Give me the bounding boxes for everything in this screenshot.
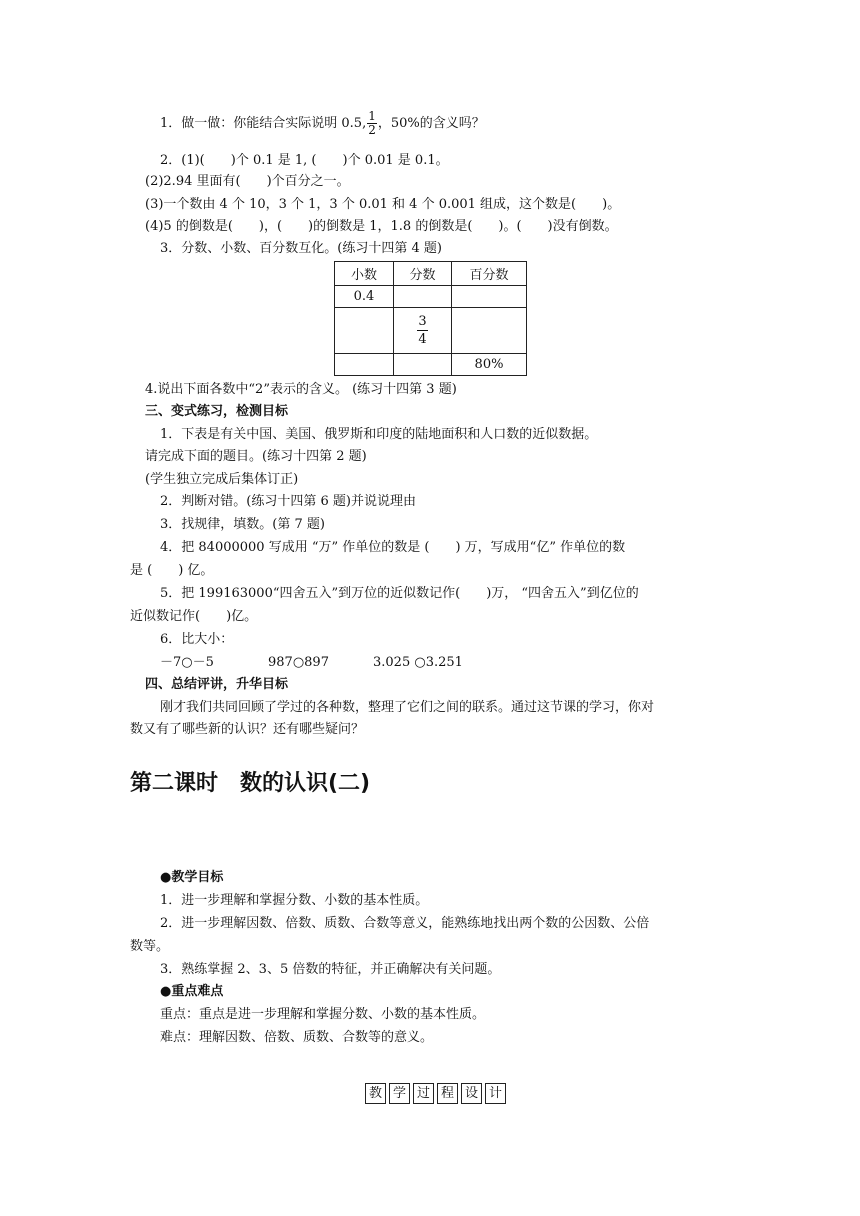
cell-empty (394, 286, 452, 308)
design-box: 学 (389, 1083, 410, 1104)
frac-numerator: 3 (418, 314, 427, 329)
ex2-line: 2．判断对错。(练习十四第 6 题)并说说理由 (160, 494, 416, 509)
summary-line2: 数又有了哪些新的认识？还有哪些疑问？ (130, 722, 365, 737)
frac-denominator: 4 (418, 332, 427, 347)
design-box: 设 (461, 1083, 482, 1104)
difficult-point: 难点：理解因数、倍数、质数、合数等的意义。 (160, 1030, 434, 1045)
table-row (335, 308, 527, 354)
fraction-three-quarters (417, 313, 427, 348)
key-point: 重点：重点是进一步理解和掌握分数、小数的基本性质。 (160, 1007, 486, 1022)
key-points-heading: ●重点难点 (160, 984, 224, 999)
ex4-line2: 是 ( ) 亿。 (130, 563, 214, 578)
goal-3: 3．熟练掌握 2、3、5 倍数的特征，并正确解决有关问题。 (160, 962, 501, 977)
ex1-line2: 请完成下面的题目。(练习十四第 2 题) (145, 449, 367, 464)
design-box: 过 (413, 1083, 434, 1104)
design-box: 程 (437, 1083, 458, 1104)
frac-numerator: 1 (368, 109, 376, 123)
goal-2-cont: 数等。 (130, 939, 170, 954)
q1-text: 1．做一做：你能结合实际说明 0.5, (160, 116, 367, 131)
header-decimal: 小数 (335, 262, 394, 286)
conversion-table (334, 261, 527, 376)
summary-line: 刚才我们共同回顾了学过的各种数，整理了它们之间的联系。通过这节课的学习，你对 (160, 700, 655, 715)
goal-1: 1．进一步理解和掌握分数、小数的基本性质。 (160, 893, 429, 908)
table-header-row (335, 262, 527, 286)
ex5-line2: 近似数记作( )亿。 (130, 609, 258, 624)
table-row (335, 354, 527, 376)
teaching-design-boxes (365, 1083, 506, 1104)
ex5-line: 5．把 199163000“四舍五入”到万位的近似数记作( )万， “四舍五入”到亿位的 (160, 586, 639, 601)
goals-heading: ●教学目标 (160, 870, 224, 885)
q4-line: 4.说出下面各数中“2”表示的含义。 (练习十四第 3 题) (145, 382, 457, 397)
ex4-line: 4．把 84000000 写成用 “万” 作单位的数是 ( ) 万，写成用“亿” 作单位的数 (160, 540, 626, 555)
q1-line (160, 110, 485, 137)
section-heading-4: 四、总结评讲，升华目标 (145, 677, 289, 692)
cell-empty (452, 308, 527, 354)
design-box: 计 (485, 1083, 506, 1104)
compare-2: 987○897 (268, 655, 329, 670)
q2-3-line: (3)一个数由 4 个 10，3 个 1，3 个 0.01 和 4 个 0.001 组成，这个数是( )。 (145, 197, 621, 212)
ex6-line: 6．比大小： (160, 632, 234, 647)
q3-line: 3．分数、小数、百分数互化。(练习十四第 4 题) (160, 241, 442, 256)
q2-line: 2．(1)( )个 0.1 是 1, ( )个 0.01 是 0.1。 (160, 153, 449, 168)
section-heading-3: 三、变式练习，检测目标 (145, 404, 289, 419)
goal-2: 2．进一步理解因数、倍数、质数、合数等意义，能熟练地找出两个数的公因数、公倍 (160, 916, 650, 931)
q2-2-line: (2)2.94 里面有( )个百分之一。 (145, 174, 350, 189)
q1-text-end: ，50%的含义吗？ (377, 116, 485, 131)
cell-empty (335, 308, 394, 354)
compare-3: 3.025 ○3.251 (373, 655, 463, 670)
header-fraction: 分数 (394, 262, 452, 286)
lesson-title: 第二课时 数的认识(二) (130, 771, 371, 796)
frac-denominator: 2 (368, 123, 376, 137)
cell-percent: 80% (452, 354, 527, 376)
compare-1: －7○－5 (160, 655, 214, 670)
ex1-note: (学生独立完成后集体订正) (145, 472, 299, 487)
table-row (335, 286, 527, 308)
cell-empty (452, 286, 527, 308)
q2-4-line: (4)5 的倒数是( )，( )的倒数是 1，1.8 的倒数是( )。( )没有倒数。 (145, 219, 618, 234)
ex3-line: 3．找规律，填数。(第 7 题) (160, 517, 325, 532)
ex1-line: 1．下表是有关中国、美国、俄罗斯和印度的陆地面积和人口数的近似数据。 (160, 427, 598, 442)
fraction-one-half (367, 110, 377, 137)
cell-empty (394, 354, 452, 376)
cell-decimal: 0.4 (335, 286, 394, 308)
header-percent: 百分数 (452, 262, 527, 286)
cell-fraction (394, 308, 452, 354)
cell-empty (335, 354, 394, 376)
design-box: 教 (365, 1083, 386, 1104)
